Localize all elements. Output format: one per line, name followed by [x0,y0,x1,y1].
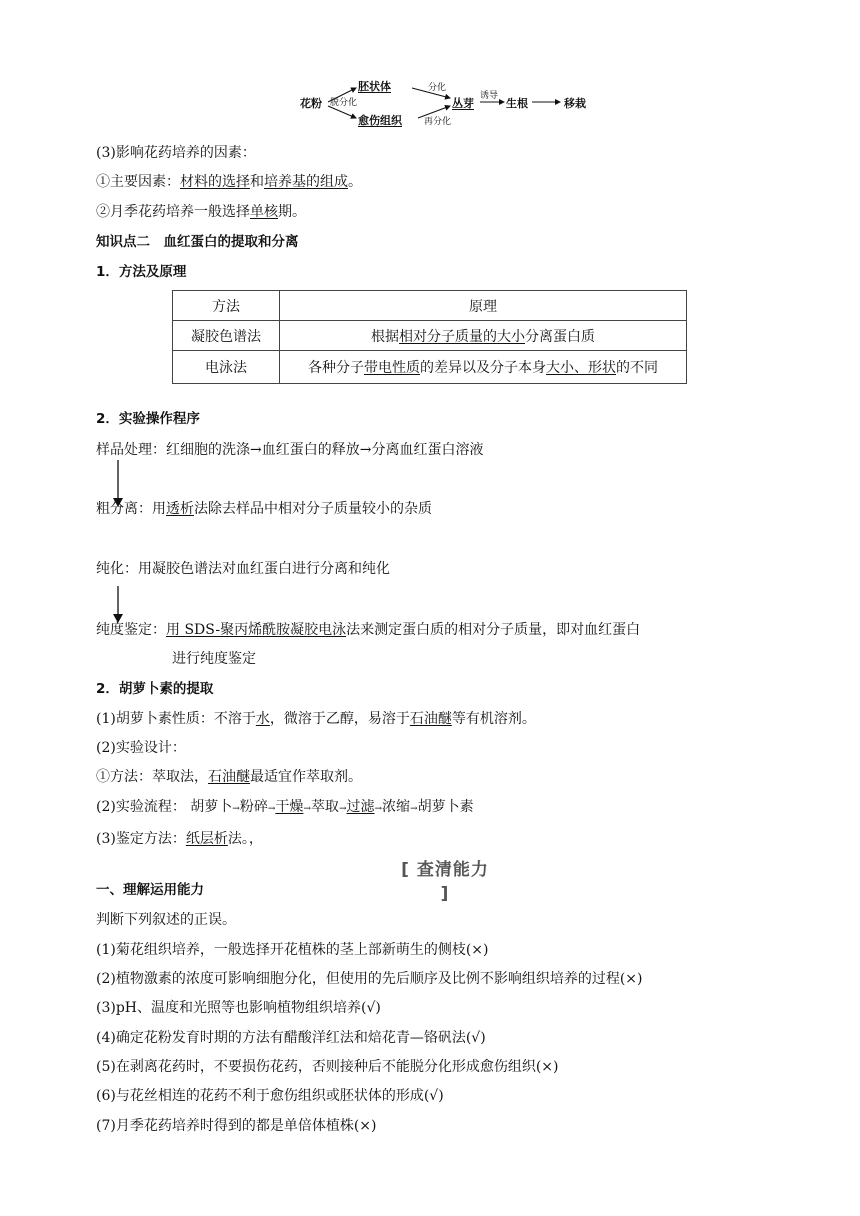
flow-embryoid: 胚状体 [358,80,391,93]
carotene-properties [96,709,536,729]
arrow-icon: → [410,804,418,814]
text: 的差异以及分子本身 [420,360,546,376]
flow-transplant: 移栽 [564,97,586,110]
method-principle-table [172,290,687,384]
text: 法来测定蛋白质的相对分子质量，即对血红蛋白 [346,622,641,638]
arrow-icon: → [232,804,240,814]
table-header-method: 方法 [173,291,280,321]
text: (3)鉴定方法： [96,831,186,847]
text: 粗分离：用 [96,501,166,517]
experiment-flow [96,797,474,819]
judge-item: (7)月季花药培养时得到的都是单倍体植株(×) [96,1118,377,1134]
table-row [173,321,687,351]
table-row [173,291,687,321]
flow-differentiation: 分化 [428,83,447,93]
judge-item: (1)菊花组织培养，一般选择开花植株的茎上部新萌生的侧枝(×) [96,942,489,958]
knowledge-point-2-heading: 知识点二 血红蛋白的提取和分离 [96,234,299,250]
judge-item: (5)在剥离花药时，不要损伤花药，否则接种后不能脱分化形成愈伤组织(×) [96,1059,559,1075]
identification-method [96,829,263,849]
table-header-principle: 原理 [280,291,687,321]
flow-step: 胡萝卜 [190,799,233,815]
text: 法除去样品中相对分子质量较小的杂质 [194,501,432,517]
flow-redifferentiation: 再分化 [424,117,452,127]
flow-step: 粉碎 [239,799,268,815]
table-cell-principle [280,321,687,351]
experiment-design: (2)实验设计： [96,740,186,756]
pollen-flow-diagram [300,74,600,130]
rose-stage [96,202,306,222]
text: 各种分子 [308,360,364,376]
answer-blank: 石油醚 [409,711,452,727]
judge-item: (2)植物激素的浓度可影响细胞分化，但使用的先后顺序及比例不影响组织培养的过程(×) [96,971,643,987]
purity-identification-cont: 进行纯度鉴定 [172,651,256,667]
answer-blank: 带电性质 [364,360,420,376]
text: (2)实验流程： [96,799,186,815]
purification: 纯化：用凝胶色谱法对血红蛋白进行分离和纯化 [96,561,390,577]
flow-dedifferentiation: 脱分化 [330,98,358,108]
judge-item: (3)pH、温度和光照等也影响植物组织培养(√) [96,1000,381,1016]
answer-blank: 过滤 [346,799,375,815]
text: 法。， [227,831,263,847]
answer-blank: 石油醚 [208,769,250,785]
arrow-icon: → [267,804,276,814]
answer-blank: 培养基的组成 [264,174,348,190]
section-badge: [ 查清能力 ] [401,860,489,904]
text: (1)胡萝卜素性质：不溶于 [96,711,256,727]
factors-title: (3)影响花药培养的因素： [96,145,256,161]
flow-step: 浓缩 [382,799,411,815]
table-cell-principle [280,351,687,384]
flow-step: 胡萝卜素 [417,799,474,815]
answer-blank: 大小、形状 [546,360,616,376]
answer-blank: 干燥 [275,799,304,815]
text: ①方法：萃取法， [96,769,208,785]
text: 。 [348,174,362,190]
text: ①主要因素： [96,174,180,190]
flow-shoots: 丛芽 [452,97,474,110]
text: 和 [250,174,264,190]
main-factors [96,172,362,192]
answer-blank: 用 SDS-聚丙烯酰胺凝胶电泳 [166,622,347,638]
judge-item: (6)与花丝相连的花药不利于愈伤组织或胚状体的形成(√) [96,1088,444,1104]
text: 根据 [371,328,399,345]
carotene-heading: 2．胡萝卜素的提取 [96,681,214,697]
flow-pollen: 花粉 [300,97,322,110]
arrow-icon: → [303,804,311,814]
text: 最适宜作萃取剂。 [250,769,362,785]
answer-blank: 透析 [166,501,194,517]
text: 的不同 [616,360,658,376]
procedure-heading: 2．实验操作程序 [96,411,200,427]
answer-blank: 相对分子质量的大小 [399,328,525,345]
answer-blank: 材料的选择 [180,174,250,190]
flow-step: 萃取 [310,799,339,815]
text: 纯度鉴定： [96,622,166,638]
flow-induction: 诱导 [480,91,499,101]
table-row [173,351,687,384]
answer-blank: 水 [255,711,270,727]
answer-blank: 纸层析 [185,831,228,847]
down-arrow-icon [111,586,125,624]
text: 等有机溶剂。 [451,711,536,727]
sample-processing: 样品处理：红细胞的洗涤→血红蛋白的释放→分离血红蛋白溶液 [96,442,484,458]
arrow-icon: → [338,804,347,814]
arrow-icon: → [374,804,383,814]
text: ②月季花药培养一般选择 [96,204,250,220]
text: ，微溶于乙醇，易溶于 [269,711,410,727]
rough-separation [96,499,432,519]
flow-rooting: 生根 [506,97,528,110]
text: 期。 [278,204,306,220]
flow-callus: 愈伤组织 [358,114,402,127]
table-cell-method: 凝胶色谱法 [173,321,280,351]
method-principle-heading: 1．方法及原理 [96,264,187,280]
text: 分离蛋白质 [525,328,595,345]
purity-identification [96,620,640,640]
judge-intro: 判断下列叙述的正误。 [96,912,236,928]
ability-heading: 一、理解运用能力 [96,882,204,898]
judge-item: (4)确定花粉发育时期的方法有醋酸洋红法和焙花青—铬矾法(√) [96,1030,486,1046]
extraction-method [96,767,362,787]
answer-blank: 单核 [250,204,278,220]
table-cell-method: 电泳法 [173,351,280,384]
